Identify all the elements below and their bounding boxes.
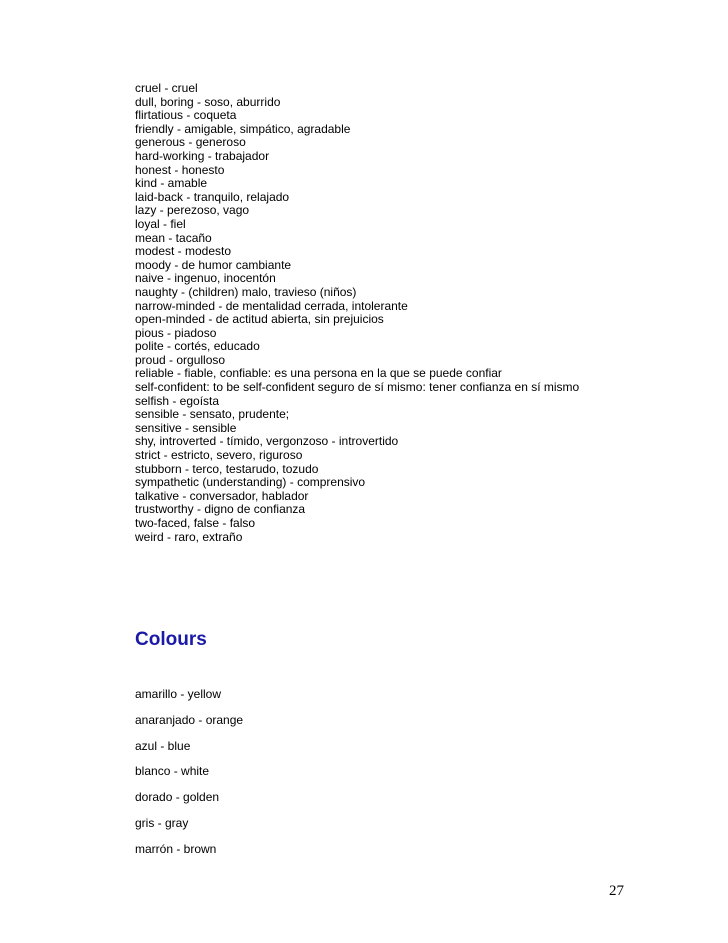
vocab-item: mean - tacaño	[135, 230, 212, 245]
vocab-item: proud - orgulloso	[135, 352, 226, 367]
vocab-item: strict - estricto, severo, riguroso	[135, 448, 303, 463]
colour-item: anaranjado - orange	[135, 712, 244, 727]
vocab-item: flirtatious - coqueta	[135, 108, 237, 123]
vocab-item: sensitive - sensible	[135, 420, 237, 435]
personality-vocabulary-list	[135, 82, 695, 544]
vocab-item: sympathetic (understanding) - comprensivo	[135, 475, 366, 490]
colour-item: dorado - golden	[135, 790, 220, 805]
vocab-item: laid-back - tranquilo, relajado	[135, 189, 290, 204]
vocab-item: open-minded - de actitud abierta, sin prejuicios	[135, 312, 384, 327]
vocab-item: hard-working - trabajador	[135, 148, 270, 163]
colour-item: blanco - white	[135, 764, 210, 779]
vocab-item: kind - amable	[135, 176, 208, 191]
colours-vocabulary-list	[135, 686, 243, 867]
vocab-item: naive - ingenuo, inocentón	[135, 271, 276, 286]
colours-heading: Colours	[135, 629, 207, 650]
colour-item: azul - blue	[135, 738, 191, 753]
vocab-item: cruel - cruel	[135, 81, 198, 95]
colour-item: marrón - brown	[135, 841, 217, 856]
vocab-item: trustworthy - digno de confianza	[135, 502, 306, 517]
vocab-item: stubborn - terco, testarudo, tozudo	[135, 461, 319, 476]
vocab-item: modest - modesto	[135, 244, 232, 259]
colour-item: amarillo - yellow	[135, 687, 222, 701]
vocab-item: dull, boring - soso, aburrido	[135, 94, 281, 109]
vocab-item: lazy - perezoso, vago	[135, 203, 250, 218]
page-number: 27	[609, 883, 624, 899]
vocab-item: honest - honesto	[135, 162, 225, 177]
vocab-item: narrow-minded - de mentalidad cerrada, intolerante	[135, 298, 408, 313]
vocab-item: naughty - (children) malo, travieso (niños)	[135, 284, 357, 299]
vocab-item: friendly - amigable, simpático, agradable	[135, 121, 351, 136]
colour-item: gris - gray	[135, 815, 189, 830]
vocab-item: moody - de humor cambiante	[135, 257, 292, 272]
vocab-item: shy, introverted - tímido, vergonzoso - introvertido	[135, 434, 399, 449]
vocab-item: loyal - fiel	[135, 216, 186, 231]
vocab-item: selfish - egoísta	[135, 393, 220, 408]
vocab-item: talkative - conversador, hablador	[135, 488, 309, 503]
vocab-item: pious - piadoso	[135, 325, 217, 340]
vocab-item: polite - cortés, educado	[135, 339, 260, 354]
vocab-item: two-faced, false - falso	[135, 516, 256, 530]
vocab-item: self-confident: to be self-confident seguro de sí mismo: tener confianza en sí mismo	[135, 380, 580, 395]
vocab-item: sensible - sensato, prudente;	[135, 407, 290, 422]
vocab-item: generous - generoso	[135, 135, 246, 150]
vocab-item: reliable - fiable, confiable: es una persona en la que se puede confiar	[135, 366, 502, 381]
vocab-item: weird - raro, extraño	[135, 529, 243, 544]
